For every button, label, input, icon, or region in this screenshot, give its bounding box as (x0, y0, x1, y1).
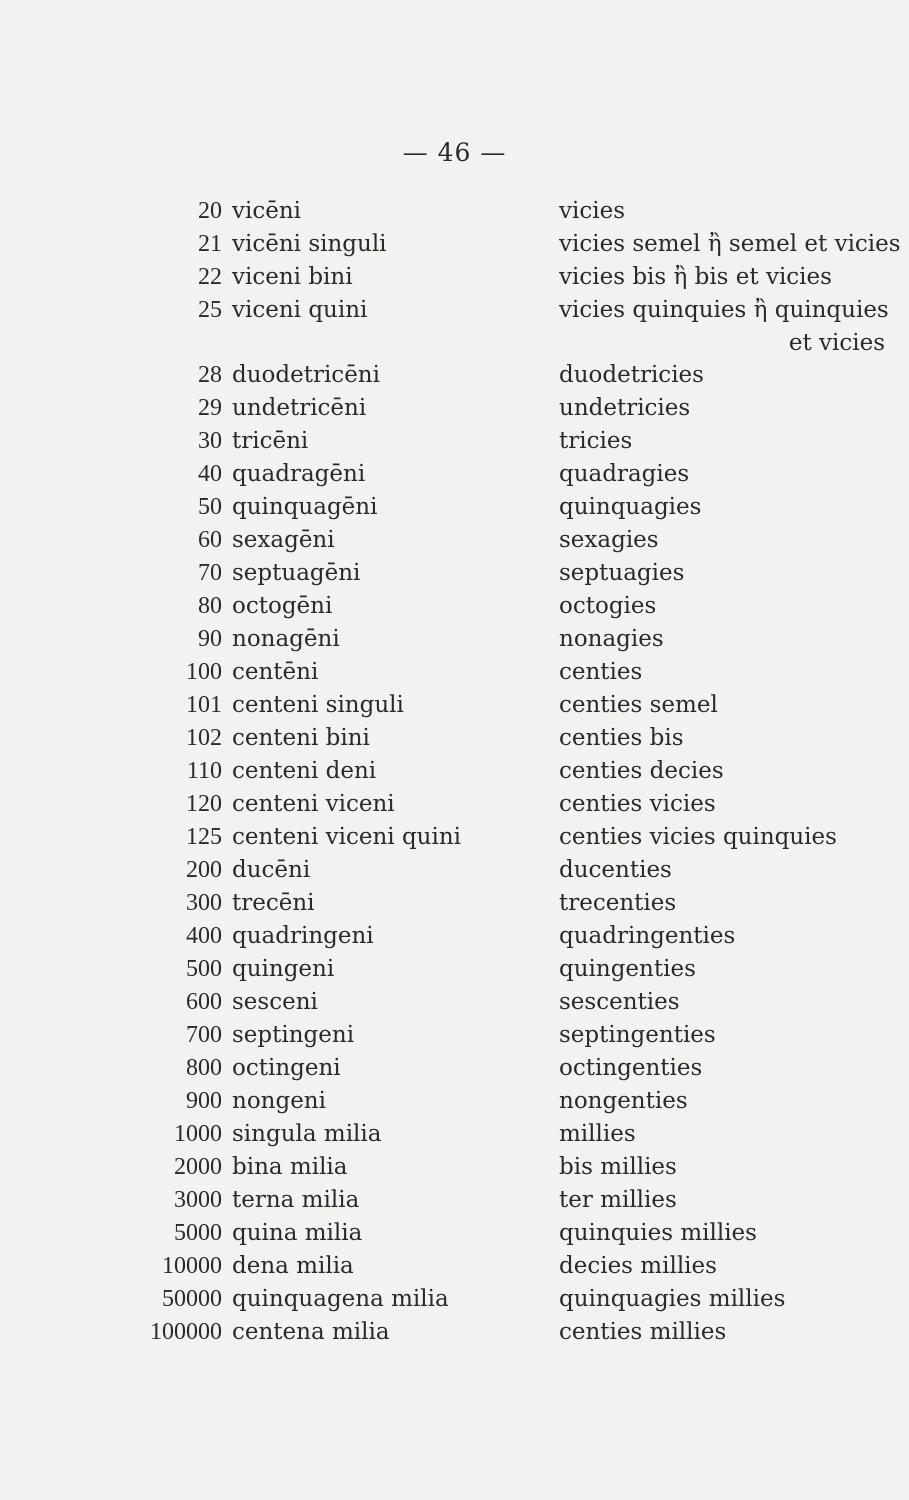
table-row (0, 821, 909, 854)
distributive-word: vicēni (232, 198, 302, 224)
numeral: 2000 (174, 1154, 222, 1180)
table-row (0, 623, 909, 656)
adverb-word: centies millies (559, 1319, 727, 1345)
adverb-word: centies decies (559, 758, 724, 784)
adverb-word: centies vicies quinquies (559, 824, 837, 850)
adverb-word: vicies semel ἢ semel et vicies (559, 231, 901, 257)
adverb-word: trecenties (559, 890, 677, 916)
adverb-word: septuagies (559, 560, 685, 586)
table-row (0, 1118, 909, 1151)
adverb-word: ter millies (559, 1187, 677, 1213)
numeral: 500 (186, 956, 222, 982)
adverb-word: quinquagies millies (559, 1286, 786, 1312)
numeral: 20 (198, 198, 222, 224)
distributive-word: trecēni (232, 890, 315, 916)
table-row (0, 590, 909, 623)
table-row (0, 491, 909, 524)
distributive-word: dena milia (232, 1253, 354, 1279)
numeral: 1000 (174, 1121, 222, 1147)
adverb-word: bis millies (559, 1154, 677, 1180)
numeral: 10000 (162, 1253, 222, 1279)
distributive-word: sesceni (232, 989, 318, 1015)
numeral: 101 (186, 692, 222, 718)
distributive-word: septuagēni (232, 560, 361, 586)
adverb-word: centies semel (559, 692, 718, 718)
numeral: 110 (186, 758, 222, 784)
distributive-word: octingeni (232, 1055, 341, 1081)
numeral: 28 (198, 362, 222, 388)
adverb-word: sexagies (559, 527, 659, 553)
distributive-word: ducēni (232, 857, 311, 883)
numeral: 50000 (162, 1286, 222, 1312)
page-number: — 46 — (402, 138, 507, 167)
distributive-word: quadringeni (232, 923, 374, 949)
numeral: 900 (186, 1088, 222, 1114)
distributive-word: viceni quini (232, 297, 368, 323)
distributive-word: sexagēni (232, 527, 335, 553)
distributive-word: singula milia (232, 1121, 382, 1147)
adverb-word: decies millies (559, 1253, 717, 1279)
distributive-word: nongeni (232, 1088, 326, 1114)
table-row (0, 689, 909, 722)
distributive-word: terna milia (232, 1187, 360, 1213)
distributive-word: centēni (232, 659, 319, 685)
adverb-word: tricies (559, 428, 633, 454)
table-row (0, 1052, 909, 1085)
distributive-word: bina milia (232, 1154, 348, 1180)
table-row (0, 1316, 909, 1349)
adverb-word: quadragies (559, 461, 690, 487)
distributive-word: centeni deni (232, 758, 377, 784)
adverb-word: vicies (559, 198, 626, 224)
numeral: 120 (186, 791, 222, 817)
numeral: 30 (198, 428, 222, 454)
table-row (0, 1184, 909, 1217)
table-row (0, 195, 909, 228)
distributive-word: septingeni (232, 1022, 355, 1048)
table-row (0, 524, 909, 557)
adverb-word: quinquagies (559, 494, 702, 520)
distributive-word: quinquagena milia (232, 1286, 449, 1312)
numeral: 300 (186, 890, 222, 916)
numeral: 3000 (174, 1187, 222, 1213)
distributive-word: duodetricēni (232, 362, 380, 388)
table-row (0, 656, 909, 689)
numeral: 29 (198, 395, 222, 421)
table-row (0, 722, 909, 755)
distributive-word: undetricēni (232, 395, 367, 421)
numeral: 80 (198, 593, 222, 619)
numeral: 5000 (174, 1220, 222, 1246)
table-row (0, 755, 909, 788)
table-row (0, 1085, 909, 1118)
distributive-word: centeni viceni quini (232, 824, 462, 850)
adverb-word: vicies quinquies ἢ quinquies (559, 297, 889, 323)
numeral: 125 (186, 824, 222, 850)
adverb-word: quingenties (559, 956, 696, 982)
distributive-word: quina milia (232, 1220, 363, 1246)
adverb-word: duodetricies (559, 362, 704, 388)
table-row (0, 392, 909, 425)
adverb-word: octingenties (559, 1055, 703, 1081)
table-row (0, 425, 909, 458)
numeral: 70 (198, 560, 222, 586)
distributive-word: quinquagēni (232, 494, 378, 520)
adverb-word: centies (559, 659, 643, 685)
table-row (0, 557, 909, 590)
numeral: 50 (198, 494, 222, 520)
numeral: 600 (186, 989, 222, 1015)
distributive-word: quadragēni (232, 461, 366, 487)
table-row (0, 1019, 909, 1052)
numeral: 60 (198, 527, 222, 553)
numeral: 40 (198, 461, 222, 487)
table-row (0, 920, 909, 953)
numeral: 25 (198, 297, 222, 323)
table-row (0, 1283, 909, 1316)
table-row (0, 1151, 909, 1184)
distributive-word: centeni singuli (232, 692, 404, 718)
numeral: 400 (186, 923, 222, 949)
adverb-word: octogies (559, 593, 657, 619)
numeral: 200 (186, 857, 222, 883)
adverb-word: millies (559, 1121, 636, 1147)
table-row (0, 854, 909, 887)
adverb-word: centies bis (559, 725, 684, 751)
distributive-word: centena milia (232, 1319, 390, 1345)
numeral: 102 (186, 725, 222, 751)
distributive-word: nonagēni (232, 626, 340, 652)
table-row (0, 261, 909, 294)
distributive-word: quingeni (232, 956, 335, 982)
numeral: 90 (198, 626, 222, 652)
adverb-continuation: et vicies (788, 330, 885, 356)
table-row (0, 1250, 909, 1283)
numeral: 100 (186, 659, 222, 685)
numeral: 800 (186, 1055, 222, 1081)
adverb-word: nongenties (559, 1088, 688, 1114)
numeral: 700 (186, 1022, 222, 1048)
numeral: 22 (198, 264, 222, 290)
table-row (0, 953, 909, 986)
adverb-word: nonagies (559, 626, 664, 652)
adverb-word: vicies bis ἢ bis et vicies (559, 264, 832, 290)
numeral: 21 (198, 231, 222, 257)
table-row-continuation (0, 327, 909, 359)
adverb-word: quinquies millies (559, 1220, 757, 1246)
adverb-word: quadringenties (559, 923, 736, 949)
distributive-word: vicēni singuli (232, 231, 387, 257)
table-row (0, 294, 909, 327)
table-row (0, 887, 909, 920)
adverb-word: undetricies (559, 395, 691, 421)
adverb-word: ducenties (559, 857, 672, 883)
distributive-word: centeni viceni (232, 791, 395, 817)
table-row (0, 1217, 909, 1250)
numeral: 100000 (150, 1319, 222, 1345)
distributive-word: tricēni (232, 428, 309, 454)
distributive-word: viceni bini (232, 264, 353, 290)
adverb-word: sescenties (559, 989, 680, 1015)
table-row (0, 788, 909, 821)
table-row (0, 359, 909, 392)
adverb-word: septingenties (559, 1022, 716, 1048)
numeral-table (0, 195, 909, 1349)
table-row (0, 458, 909, 491)
distributive-word: centeni bini (232, 725, 370, 751)
table-row (0, 228, 909, 261)
distributive-word: octogēni (232, 593, 333, 619)
table-row (0, 986, 909, 1019)
adverb-word: centies vicies (559, 791, 716, 817)
